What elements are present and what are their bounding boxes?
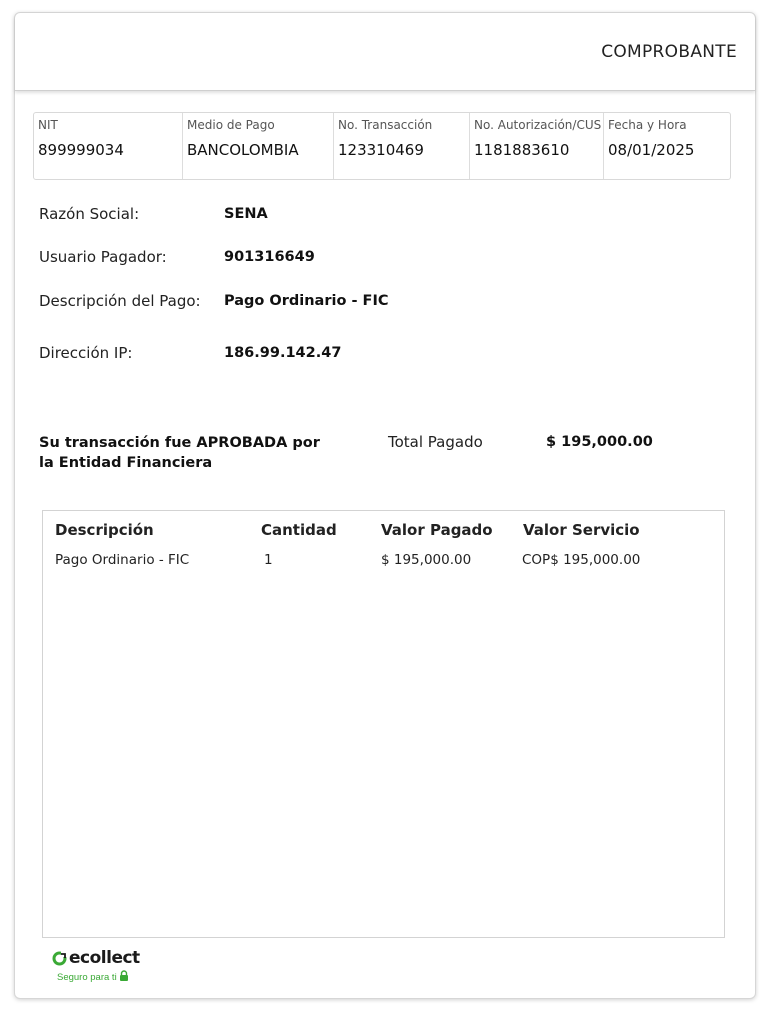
ecollect-logo-text: ecollect: [69, 948, 140, 968]
authorization-label: No. Autorización/CUS: [474, 118, 602, 132]
row-quantity: 1: [264, 552, 273, 568]
column-header-amount-paid: Valor Pagado: [381, 521, 493, 539]
payment-items-table: [42, 510, 725, 938]
ecollect-tagline: [57, 970, 129, 983]
total-paid-label: Total Pagado: [388, 433, 483, 451]
transaction-number-field: [333, 113, 469, 179]
column-header-service-value: Valor Servicio: [523, 521, 640, 539]
payment-method-field: [182, 113, 333, 179]
payer-user-label: Usuario Pagador:: [39, 248, 167, 266]
ecollect-logo: [52, 948, 152, 988]
page-title: COMPROBANTE: [601, 42, 737, 62]
row-description: Pago Ordinario - FIC: [55, 552, 190, 568]
payer-user-value: 901316649: [224, 249, 315, 265]
authorization-field: [469, 113, 604, 179]
transaction-info-box: [33, 112, 731, 180]
transaction-number-label: No. Transacción: [338, 118, 433, 132]
nit-value: 899999034: [38, 141, 124, 159]
tagline-text: Seguro para ti: [57, 972, 117, 983]
lock-icon: [119, 970, 129, 981]
razon-social-value: SENA: [224, 206, 268, 222]
total-paid-value: $ 195,000.00: [546, 434, 653, 450]
date-time-label: Fecha y Hora: [608, 118, 687, 132]
approval-message: Su transacción fue APROBADA por la Entidad Financiera: [39, 435, 320, 471]
payment-description-label: Descripción del Pago:: [39, 292, 201, 310]
date-time-field: [603, 113, 730, 179]
ip-address-value: 186.99.142.47: [224, 345, 342, 361]
column-header-description: Descripción: [55, 521, 154, 539]
payment-method-label: Medio de Pago: [187, 118, 275, 132]
nit-label: NIT: [38, 118, 58, 132]
transaction-number-value: 123310469: [338, 141, 424, 159]
row-service-value: COP$ 195,000.00: [522, 552, 641, 568]
ip-address-label: Dirección IP:: [39, 344, 133, 362]
receipt-header: [15, 13, 755, 91]
authorization-value: 1181883610: [474, 141, 570, 159]
razon-social-label: Razón Social:: [39, 205, 140, 223]
column-header-quantity: Cantidad: [261, 521, 337, 539]
nit-field: [34, 113, 182, 179]
ecollect-logo-mark-icon: [52, 951, 67, 966]
payment-method-value: BANCOLOMBIA: [187, 141, 299, 159]
receipt-page: [14, 12, 756, 999]
row-amount-paid: $ 195,000.00: [381, 552, 472, 568]
payment-description-value: Pago Ordinario - FIC: [224, 293, 389, 309]
date-time-value: 08/01/2025: [608, 141, 695, 159]
